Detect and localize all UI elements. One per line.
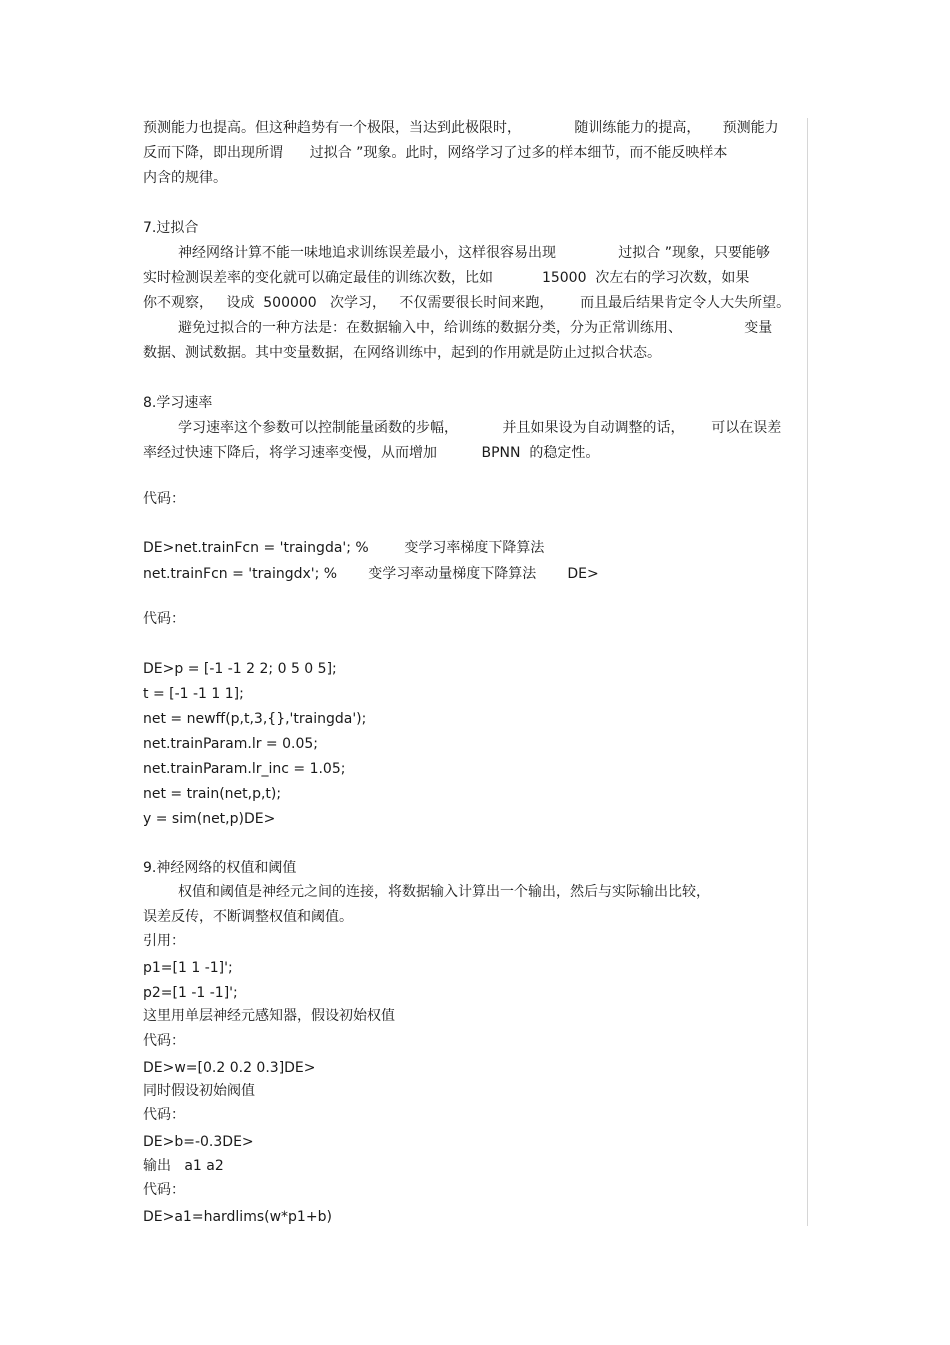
code-line: t = [-1 -1 1 1];: [143, 686, 244, 702]
note-line: 输出 a1 a2: [143, 1158, 224, 1174]
section-9-heading: 9.神经网络的权值和阈值: [143, 860, 297, 876]
section-7-line-2: 实时检测误差率的变化就可以确定最佳的训练次数，比如 15000 次左右的学习次数，如果: [143, 270, 750, 286]
code-line: p1=[1 1 -1]';: [143, 960, 233, 976]
section-9-line-1: 权值和阈值是神经元之间的连接，将数据输入计算出一个输出，然后与实际输出比较，: [178, 884, 710, 900]
code-line: net.trainFcn = 'traingdx'; % 变学习率动量梯度下降算法 DE>: [143, 566, 599, 582]
code-label: 代码：: [143, 611, 185, 627]
section-7-line-1: 神经网络计算不能一味地追求训练误差最小，这样很容易出现 过拟合 ”现象，只要能够: [178, 245, 771, 261]
code-label: 代码：: [143, 1107, 185, 1123]
code-line: net.trainParam.lr_inc = 1.05;: [143, 761, 346, 777]
code-line: DE>a1=hardlims(w*p1+b): [143, 1209, 332, 1225]
code-line: net = train(net,p,t);: [143, 786, 282, 802]
code-label: 代码：: [143, 1033, 185, 1049]
section-7-heading: 7.过拟合: [143, 220, 199, 236]
code-line: DE>net.trainFcn = 'traingda'; % 变学习率梯度下降算法: [143, 540, 545, 556]
intro-line-2: 反而下降，即出现所谓 过拟合 ”现象。此时，网络学习了过多的样本细节，而不能反映样本: [143, 145, 728, 161]
code-line: net = newff(p,t,3,{},'traingda');: [143, 711, 367, 727]
code-line: net.trainParam.lr = 0.05;: [143, 736, 318, 752]
section-7-line-4: 避免过拟合的一种方法是：在数据输入中，给训练的数据分类，分为正常训练用、 变量: [178, 320, 773, 336]
code-line: DE>p = [-1 -1 2 2; 0 5 0 5];: [143, 661, 337, 677]
section-8-line-1: 学习速率这个参数可以控制能量函数的步幅， 并且如果设为自动调整的话， 可以在误差: [178, 420, 782, 436]
section-7-line-5: 数据、测试数据。其中变量数据，在网络训练中，起到的作用就是防止过拟合状态。: [143, 345, 661, 361]
intro-line-3: 内含的规律。: [143, 170, 227, 186]
code-line: y = sim(net,p)DE>: [143, 811, 276, 827]
intro-line-1: 预测能力也提高。但这种趋势有一个极限，当达到此极限时， 随训练能力的提高， 预测能力: [143, 120, 779, 136]
quote-label: 引用：: [143, 933, 185, 949]
right-margin-rule: [807, 118, 808, 1226]
note-line: 这里用单层神经元感知器，假设初始权值: [143, 1008, 395, 1024]
section-7-line-3: 你不观察， 设成 500000 次学习， 不仅需要很长时间来跑， 而且最后结果肯定令人大失所望。: [143, 295, 791, 311]
code-line: DE>b=-0.3DE>: [143, 1134, 254, 1150]
code-label: 代码：: [143, 491, 185, 507]
section-8-heading: 8.学习速率: [143, 395, 213, 411]
code-label: 代码：: [143, 1182, 185, 1198]
section-9-line-2: 误差反传，不断调整权值和阈值。: [143, 909, 353, 925]
code-line: DE>w=[0.2 0.2 0.3]DE>: [143, 1060, 316, 1076]
section-8-line-2: 率经过快速下降后，将学习速率变慢，从而增加 BPNN 的稳定性。: [143, 445, 600, 461]
note-line: 同时假设初始阀值: [143, 1083, 255, 1099]
code-line: p2=[1 -1 -1]';: [143, 985, 238, 1001]
